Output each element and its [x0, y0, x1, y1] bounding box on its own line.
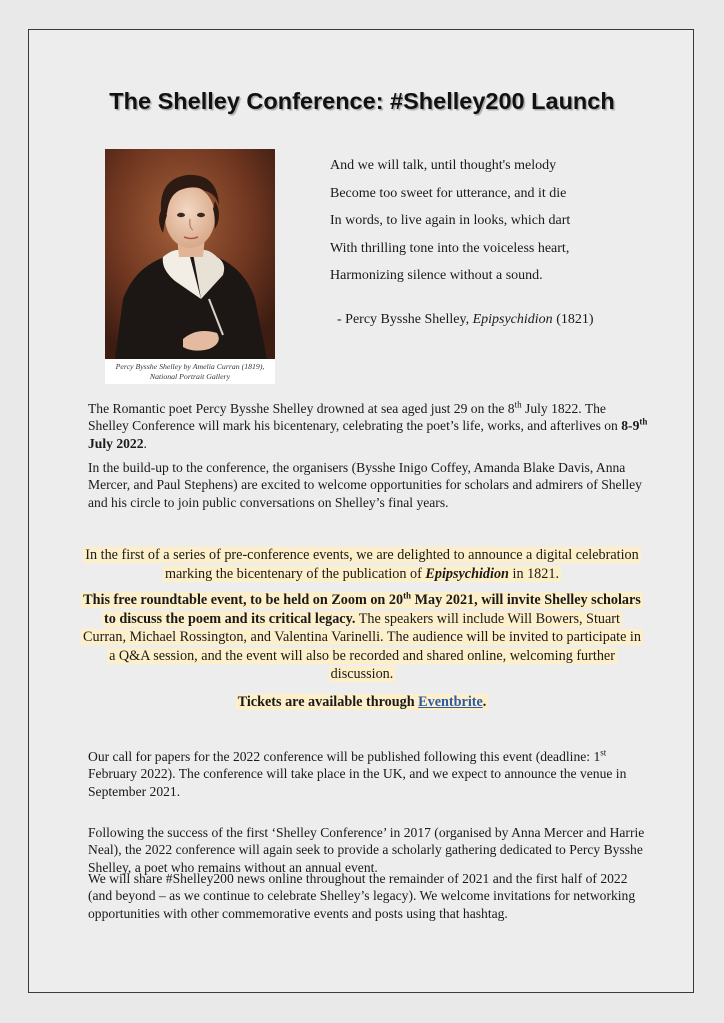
announcement-work-title: Epipsychidion: [425, 565, 509, 582]
tickets-text: Tickets are available through: [237, 694, 419, 710]
caption-line-2: National Portrait Gallery: [149, 372, 231, 381]
caption-line-1: Percy Bysshe Shelley by Amelia Curran (1819),: [115, 362, 265, 371]
ordinal-suffix: th: [639, 416, 648, 427]
intro-text: The Romantic poet Percy Bysshe Shelley drowned at sea aged just 29 on the 8: [88, 401, 515, 416]
portrait-illustration: [105, 149, 275, 359]
tickets-text: .: [482, 694, 487, 710]
eventbrite-link[interactable]: Eventbrite: [418, 694, 483, 710]
intro-text: July 1822. The Shelley Conference will mark his bicentenary, celebrating the poet’s life, works, and afterlives on: [88, 401, 622, 434]
event-details-bold: May 2021, will invite Shelley scholars to discuss the poem and its critical legacy.: [104, 592, 641, 627]
portrait-image: [105, 149, 275, 359]
intro-text: .: [143, 435, 147, 451]
announcement-paragraph: [80, 546, 644, 583]
call-for-papers-paragraph: [88, 748, 648, 800]
conference-dates: 8-9: [621, 418, 640, 434]
attribution-year: (1821): [552, 312, 594, 327]
announcement-text: in 1821.: [508, 565, 560, 582]
hashtag-paragraph: We will share #Shelley200 news online throughout the remainder of 2021 and the first half of 2022 (and beyond – as we continue to celebrate Shelley’s legacy). We welcome invitations for networking opportunities with other commemorative events and posts using that hashtag.: [88, 871, 636, 921]
poem-excerpt: [330, 152, 660, 290]
ordinal-suffix: st: [600, 747, 607, 758]
poem-line: With thrilling tone into the voiceless heart,: [330, 240, 570, 256]
intro-paragraph-1: [88, 400, 648, 452]
poem-line: Harmonizing silence without a sound.: [330, 268, 543, 284]
ordinal-suffix: th: [514, 399, 522, 410]
poem-line: Become too sweet for utterance, and it die: [330, 185, 567, 201]
event-details-paragraph: [80, 591, 644, 684]
event-details-text: The speakers will include Will Bowers, Stuart Curran, Michael Rossington, and Valentina Varinelli. The audience will be invited to participate in a Q&A session, and the event will also be recorded and shared online, welcoming further discussion.: [83, 610, 641, 682]
ordinal-suffix: th: [403, 590, 412, 601]
closing-text: February 2022). The conference will take place in the UK, and we expect to announce the venue in September 2021.: [88, 766, 627, 799]
event-details-bold: This free roundtable event, to be held on Zoom on 20: [83, 592, 404, 608]
poem-line: In words, to live again in looks, which dart: [330, 213, 571, 229]
page-title: The Shelley Conference: #Shelley200 Launch: [109, 88, 615, 114]
tickets-line: [80, 693, 644, 712]
poem-line: And we will talk, until thought's melody: [330, 158, 557, 173]
history-paragraph: Following the success of the first ‘Shelley Conference’ in 2017 (organised by Anna Mercer and Harrie Neal), the 2022 conference will again seek to provide a scholarly gathering dedicated to Percy Bysshe Shelley, a poet who remains without an annual event.: [88, 825, 645, 875]
poem-attribution: [337, 312, 594, 328]
attribution-work: Epipsychidion: [472, 312, 553, 327]
conference-dates: July 2022: [88, 435, 144, 451]
attribution-author: - Percy Bysshe Shelley,: [337, 312, 473, 327]
portrait-caption: [105, 359, 275, 384]
announcement-text: In the first of a series of pre-conference events, we are delighted to announce a digital celebration marking the bicentenary of the publication of: [85, 547, 639, 582]
intro-paragraph-2: In the build-up to the conference, the organisers (Bysshe Inigo Coffey, Amanda Blake Davis, Anna Mercer, and Paul Stephens) are excited to welcome opportunities for scholars and admirers of Shelley and his circle to join public conversations on Shelley’s final years.: [88, 460, 642, 510]
closing-text: Our call for papers for the 2022 conference will be published following this event (deadline: 1: [88, 749, 601, 764]
